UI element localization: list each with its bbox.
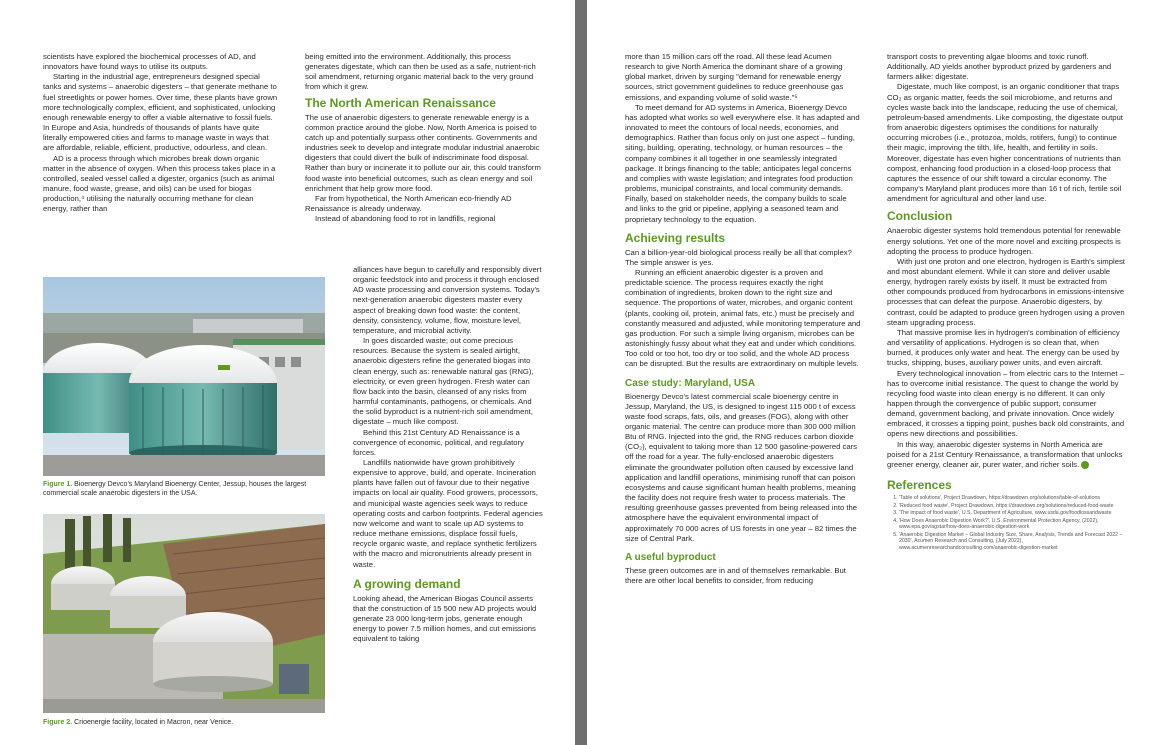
figure-1-caption-text: Bioenergy Devco's Maryland Bioenergy Center, Jessup, houses the largest commercial scale anaerobic digesters in the USA. xyxy=(43,481,307,497)
paragraph: Far from hypothetical, the North American eco-friendly AD Renaissance is already underway. xyxy=(305,193,512,214)
paragraph: Bioenergy Devco's latest commercial scale bioenergy centre in Jessup, Maryland, the US, is designed to ingest 115 000 t of excess waste food scraps, fats, oils, and greases (FOG), along with other organic material. The centre can produce more than 300 000 million Btu of RNG. Injected into the grid, the RNG reduces carbon dioxide (CO₂), equivalent to taking more than 12 500 gasoline-powered cars off the road for a year. The fully-enclosed anaerobic digesters eliminate the groundwater pollution often caused by excessive land application and landfill operations, minimising runoff that can poison ecosystems and cause significant human health problems, meaning the facility does not require fresh water to process materials. The resulting greenhouse gasses prevented from being released into the atmosphere have the equivalent environmental impact of approximately 70 000 acres of US forests in one year – 82 times the size of Central Park. xyxy=(625,391,858,543)
paragraph: Starting in the industrial age, entrepreneurs designed special tanks and systems – anaerobic digesters – that generate methane to fuel streetlights or power homes. Over time, these plants have grown more technologically complex, efficient, and sophisticated, unlocking enough renewable energy to offer a viable alternative to fossil fuels. In Europe and Asia, hundreds of thousands of plants have quite literally empowered cities and farms to manage waste in ways that are affordable, reliable, efficient, productive, odourless, and clean. xyxy=(43,72,278,153)
left-column-2 xyxy=(305,52,543,224)
references-list xyxy=(887,495,1125,551)
figure-1-caption xyxy=(43,481,333,498)
paragraph: Instead of abandoning food to rot in landfills, regional xyxy=(315,214,496,224)
paragraph: That massive promise lies in hydrogen's combination of efficiency and versatility of applications. Hydrogen is so clean that, when burned, it produces only water and heat. The energy can be used by trucks, shipping, buses, auxiliary power units, and even aircraft. xyxy=(887,327,1120,368)
left-page xyxy=(0,0,575,745)
paragraph xyxy=(887,440,1125,470)
reference-item: 4. 'How Does Anaerobic Digestion Work?', U.S. Environmental Protection Agency, (2022), www.epa.gov/agstar/how-does-anaerobic-digestion-work xyxy=(899,518,1125,531)
figure-2-label: Figure 2. xyxy=(43,719,73,726)
figure-1-label: Figure 1. xyxy=(43,481,73,488)
figure-1-photo xyxy=(43,277,325,476)
figure-2-caption xyxy=(43,719,333,728)
paragraph: The use of anaerobic digesters to generate renewable energy is a common practice around the globe. Now, North America is poised to catch up and potentially surpass other continents. Governments and industries seek to develop and integrate modular industrial anaerobic digesters that could divert the bulk of indiscriminate food disposal. Rather than bury or incinerate it to pollute our air, this could transform food waste into beneficial outcomes, such as clean energy and soil enrichment that help grow more food. xyxy=(305,112,541,193)
paragraph: Can a billion-year-old biological process really be all that complex? The simple answer is yes. xyxy=(625,247,852,267)
paragraph: scientists have explored the biochemical processes of AD, and innovators have found ways to utilise its outputs. xyxy=(43,52,256,72)
heading-conclusion: Conclusion xyxy=(887,209,953,224)
paragraph: more than 15 million cars off the road. All these lead Acumen research to give North America the dominant share of a growing global market, driven by surging "demand for renewable energy sources, strict government guidelines to reduce greenhouse gas emissions, and expanding volume of solid waste."⁵ xyxy=(625,52,844,102)
paragraph: being emitted into the environment. Additionally, this process generates digestate, which can then be used as a safe, nutrient-rich soil amendment, returning organic material back to the very ground from which it grew. xyxy=(305,52,536,92)
figure-2-photo xyxy=(43,514,325,713)
heading-growing-demand: A growing demand xyxy=(353,576,461,591)
paragraph: transport costs to preventing algae blooms and toxic runoff. Additionally, AD yields another byproduct prized by gardeners and farmers alike: digestate. xyxy=(887,52,1112,82)
paragraph: With just one proton and one electron, hydrogen is Earth's simplest and most abundant element. While it can store and deliver usable energy, hydrogen rarely exists by itself. It must be extracted from other compounds produced from hydrocarbons in emissions-intensive processes that can defeat the purpose. Anaerobic digesters, by contrast, could be adapted to produce green hydrogen using a proven steam upgrading process. xyxy=(887,256,1125,327)
paragraph: Landfills nationwide have grown prohibitively expensive to approve, build, and operate. Incineration plants have fallen out of favour due to their negative impacts on local air quality. Food growers, processors, and municipal waste agencies seek ways to reduce operating costs and carbon footprints. Federal agencies now welcome and want to scale up AD systems to reduce methane emissions, displace fossil fuels, recycle organic waste, and replace synthetic fertilizers with the macro and micronutrients already present in waste. xyxy=(353,457,543,569)
paragraph: Digestate, much like compost, is an organic conditioner that traps CO₂ as organic matter, feeds the soil microbiome, and returns and cycles waste back into the landscape, reducing the use of chemical, petroleum-based amendments. Like composting, the digestate output from anaerobic digesters optimises the conditions for naturally occurring microbes (i.e., protozoa, molds, rotifers, fungi) to continue their magic, improving the tilth, life, health, and fertility in soils. Moreover, digestate has even higher concentrations of nutrients than compost, enhancing food production in a closed-loop process that captures the essence of our shift toward a circular economy. The company's Maryland plant produces more than 16 t of rich, fertile soil amendment for agricultural and other land use. xyxy=(887,82,1123,204)
reference-item: 3. 'The impact of food waste', U.S. Department of Agriculture, www.usda.gov/foodlossandwaste xyxy=(899,510,1125,517)
right-page xyxy=(587,0,1162,745)
heading-case-study: Case study: Maryland, USA xyxy=(625,377,756,389)
right-column-2 xyxy=(887,52,1125,552)
paragraph: Running an efficient anaerobic digester is a proven and predictable science. The process requires exactly the right combination of ingredients, broken down to the right size and sequence. The proportions of water, microbes, and organic content (plants, cooking oil, protein, animal fats, etc.) must be precisely and constantly measured and adjusted, while monitoring temperature and gas production. For such a simple living organism, microbes can be astonishingly fussy about what they eat and under which conditions. Too cold or too hot, too dry or too solid, and the whole AD process can be disrupted. But the results are extraordinary on multiple levels. xyxy=(625,267,861,369)
reference-item: 5. 'Anaerobic Digestion Market – Global Industry Size, Share, Analysis, Trends and Forecast 2022 – 2030', Acumen Research and Consulting, (July 2022), www.acumenresearchandconsulting.com/anaerobic-digestion-market xyxy=(899,532,1125,552)
paragraph: Looking ahead, the American Biogas Council asserts that the construction of 15 500 new AD projects would generate 23 000 long-term jobs, generate enough energy to power 7.5 million homes, and cut emissions equivalent to taking xyxy=(353,593,537,644)
paragraph: To meet demand for AD systems in America, Bioenergy Devco has adopted what works so well everywhere else. It has adapted and innovated to meet the contours of local needs, economies, and demographics. Rather than focus only on just one aspect – funding, siting, building, operating, technology, or human resources – the company combines it all together in one seamlessly integrated package. It brings financing to the table; anticipates legal concerns and complies with waste legislation; and integrates food production problems, municipal constraints, and local community demands. Finally, based on stakeholder needs, the company builds to scale and links to the grid or pipeline, applying a seasoned team and proprietary technology to the equation. xyxy=(625,102,860,224)
heading-achieving-results: Achieving results xyxy=(625,230,726,245)
left-column-1 xyxy=(43,52,279,215)
heading-north-american-renaissance: The North American Renaissance xyxy=(305,95,496,110)
left-column-2-narrow xyxy=(353,265,543,644)
reference-item: 2. 'Reduced food waste', Project Drawdown, https://drawdown.org/solutions/reduced-food-waste xyxy=(899,503,1125,510)
paragraph: In goes discarded waste; out come precious resources. Because the system is sealed airtight, anaerobic digesters refine the generated biogas into clean energy, such as: renewable natural gas (RNG), electricity, or even green hydrogen. Fresh water can flow back into the basin, cleansed of any risks from harmful contaminants, pathogens, or chemicals. And the solid byproduct is a nutrient-rich soil amendment, digestate – much like compost. xyxy=(353,336,534,427)
figure-2-caption-text: Crioenergie facility, located in Macron, near Venice. xyxy=(74,719,234,726)
paragraph: Anaerobic digester systems hold tremendous potential for renewable energy solutions. Yet one of the more novel and exciting prospects is adopting the process to produce hydrogen. xyxy=(887,226,1121,256)
paragraph: Behind this 21st Century AD Renaissance is a convergence of economic, political, and regulatory forces. xyxy=(353,427,524,457)
leaf-end-icon: ✿ xyxy=(1081,461,1089,469)
heading-references: References xyxy=(887,478,952,493)
heading-useful-byproduct: A useful byproduct xyxy=(625,551,716,563)
reference-item: 1. 'Table of solutions', Project Drawdown, https://drawdown.org/solutions/table-of-solutions xyxy=(899,495,1125,502)
paragraph: These green outcomes are in and of themselves remarkable. But there are other local benefits to consider, from reducing xyxy=(625,565,846,586)
right-column-1 xyxy=(625,52,861,586)
paragraph: alliances have begun to carefully and responsibly divert organic feedstock into and process it through enclosed AD waste processing and conversion systems. Today's next-generation anaerobic digesters master every aspect of breaking down food waste: the content, density, consistency, volume, flow, moisture level, temperature, and microbial activity. xyxy=(353,265,542,335)
paragraph: Every technological innovation – from electric cars to the Internet – has to overcome initial resistance. The quest to change the world by recycling food waste into clean energy is no different. It can only happen through the convergence of public support, consumer demand, government backing, and private innovation. Once widely embraced, it crosses a tipping point, pushes back old constraints, and opens new directions and possibilities. xyxy=(887,368,1125,439)
paragraph-text: In this way, anaerobic digester systems in North America are poised for a 21st Century Renaissance, a transformation that unlocks greener energy, cleaner air, purer water, and richer soils. xyxy=(887,439,1123,469)
paragraph: AD is a process through which microbes break down organic matter in the absence of oxygen. When this process takes place in a controlled, sealed vessel called a digester, organics (such as animal manure, food waste, grease, and oils) can be used for biogas production,⁴ utilising the naturally occurring methane for clean energy, rather than xyxy=(43,153,276,214)
